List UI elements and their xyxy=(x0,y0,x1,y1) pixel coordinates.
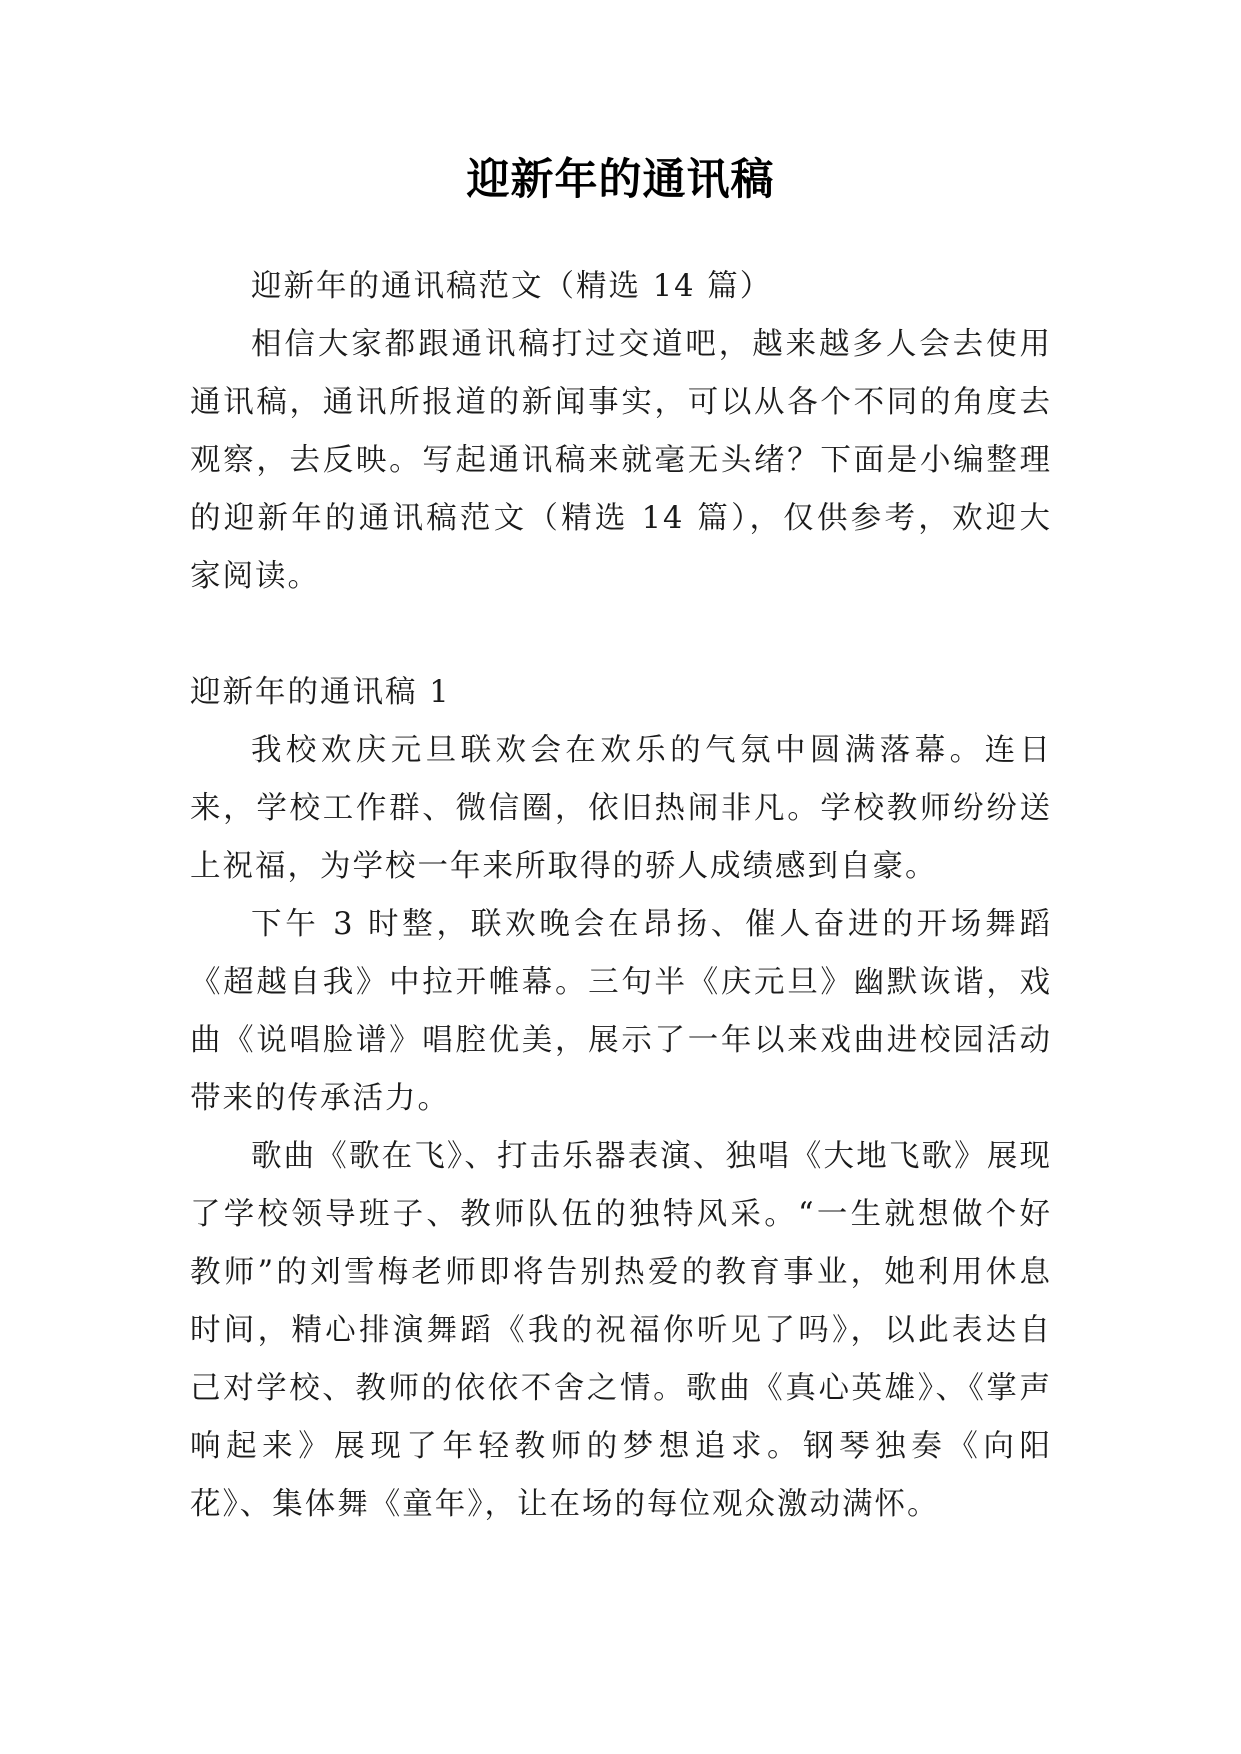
section-heading: 迎新年的通讯稿 1 xyxy=(190,675,451,710)
intro-paragraph: 相信大家都跟通讯稿打过交道吧，越来越多人会去使用通讯稿，通讯所报道的新闻事实，可以从各个不同的角度去观察，去反映。写起通讯稿来就毫无头绪？下面是小编整理的迎新年的通讯稿范文（精选 14 篇），仅供参考，欢迎大家阅读。 xyxy=(190,327,1052,594)
document-body xyxy=(190,258,1052,1534)
body-paragraph: 下午 3 时整，联欢晚会在昂扬、催人奋进的开场舞蹈《超越自我》中拉开帷幕。三句半《庆元旦》幽默诙谐，戏曲《说唱脸谱》唱腔优美，展示了一年以来戏曲进校园活动带来的传承活力。 xyxy=(190,907,1052,1116)
subtitle-line: 迎新年的通讯稿范文（精选 14 篇） xyxy=(251,269,773,304)
document-title: 迎新年的通讯稿 xyxy=(466,155,775,205)
body-paragraph: 我校欢庆元旦联欢会在欢乐的气氛中圆满落幕。连日来，学校工作群、微信圈，依旧热闹非凡。学校教师纷纷送上祝福，为学校一年来所取得的骄人成绩感到自豪。 xyxy=(190,733,1052,884)
paragraph-spacer xyxy=(190,606,1052,664)
body-paragraph: 歌曲《歌在飞》、打击乐器表演、独唱《大地飞歌》展现了学校领导班子、教师队伍的独特风采。“一生就想做个好教师”的刘雪梅老师即将告别热爱的教育事业，她利用休息时间，精心排演舞蹈《我的祝福你听见了吗》，以此表达自己对学校、教师的依依不舍之情。歌曲《真心英雄》、《掌声响起来》展现了年轻教师的梦想追求。钢琴独奏《向阳花》、集体舞《童年》，让在场的每位观众激动满怀。 xyxy=(190,1139,1052,1522)
